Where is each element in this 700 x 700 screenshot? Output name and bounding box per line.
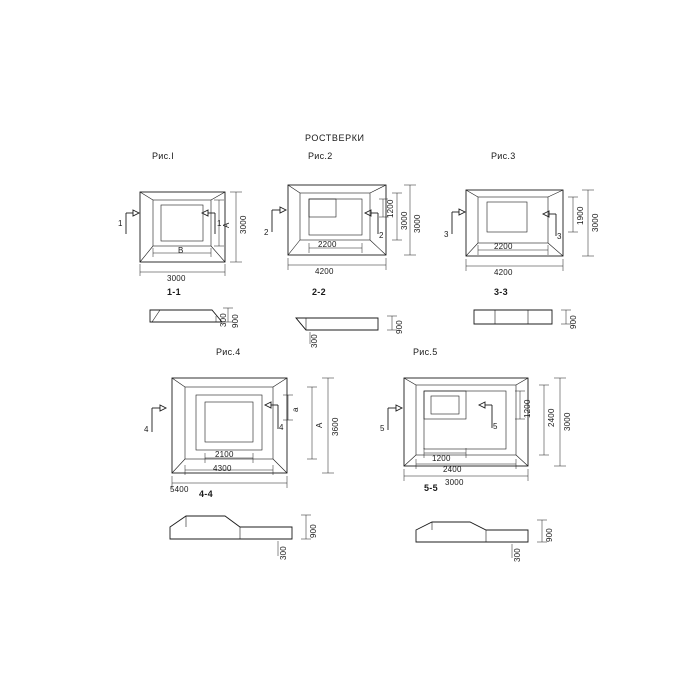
fig2-label: Рис.2 (308, 151, 333, 161)
fig2-mid-height-dim: 3000 (400, 211, 409, 230)
fig5-height-dim: 3000 (563, 412, 572, 431)
fig1-inner-height-dim: A (222, 222, 231, 228)
fig5-inner-height-dim: 1200 (523, 399, 532, 418)
sec5-label: 5-5 (424, 483, 438, 493)
fig4-height-dim: 3600 (331, 417, 340, 436)
fig4-mid-width-dim: 4300 (213, 464, 232, 473)
fig1-mark-1-left: 1 (118, 219, 123, 228)
fig5-mid-width-dim: 2400 (443, 465, 462, 474)
fig5-mark-5-left: 5 (380, 424, 385, 433)
fig4-plan (152, 378, 334, 488)
sec5-step-dim: 300 (513, 548, 522, 562)
fig3-inner-width-dim: 2200 (494, 242, 513, 251)
fig2-inner-width-dim: 2200 (318, 240, 337, 249)
sec1-step-dim: 300 (219, 313, 228, 327)
fig3-inner-height-dim: 1900 (576, 206, 585, 225)
sec4-step-dim: 300 (279, 546, 288, 560)
fig4-inner-width-dim: 2100 (215, 450, 234, 459)
fig2-inner-height-dim: 1200 (386, 199, 395, 218)
fig5-inner-width-dim: 1200 (432, 454, 451, 463)
fig2-mark-2-left: 2 (264, 228, 269, 237)
fig5-width-dim: 3000 (445, 478, 464, 487)
fig1-plan (126, 192, 242, 276)
fig4-mark-4-left: 4 (144, 425, 149, 434)
fig2-plan (272, 185, 416, 270)
sheet-title: РОСТВЕРКИ (305, 133, 365, 143)
fig3-label: Рис.3 (491, 151, 516, 161)
fig3-height-dim: 3000 (591, 213, 600, 232)
fig5-plan (388, 378, 566, 481)
sec2-thickness-dim: 900 (395, 320, 404, 334)
fig1-mark-1-right: 1 (217, 219, 222, 228)
fig5-mark-5-right: 5 (493, 422, 498, 431)
sec5-view (416, 520, 547, 558)
fig3-width-dim: 4200 (494, 268, 513, 277)
fig3-mark-3-right: 3 (557, 232, 562, 241)
sec2-step-dim: 300 (310, 334, 319, 348)
fig1-label: Рис.I (152, 151, 175, 161)
fig4-mark-4-right: 4 (279, 423, 284, 432)
fig4-inner-height-b: a (291, 407, 300, 412)
fig1-height-dim: 3000 (239, 215, 248, 234)
sec4-view (170, 515, 311, 556)
fig2-width-dim: 4200 (315, 267, 334, 276)
sec4-label: 4-4 (199, 489, 213, 499)
sec1-label: 1-1 (167, 287, 181, 297)
fig1-width-dim: 3000 (167, 274, 186, 283)
sec3-view (474, 310, 571, 324)
fig4-width-dim: 5400 (170, 485, 189, 494)
sec3-label: 3-3 (494, 287, 508, 297)
fig2-outer-height-dim: 3000 (413, 214, 422, 233)
fig2-mark-2-right: 2 (379, 231, 384, 240)
fig5-mid-height-dim: 2400 (547, 408, 556, 427)
sec4-thickness-dim: 900 (309, 524, 318, 538)
fig1-inner-width-dim: B (178, 246, 184, 255)
fig3-plan (452, 190, 594, 271)
fig3-mark-3-left: 3 (444, 230, 449, 239)
fig4-inner-height-a: A (315, 422, 324, 428)
sec3-thickness-dim: 900 (569, 315, 578, 329)
sec5-thickness-dim: 900 (545, 528, 554, 542)
sec1-thickness-dim: 900 (231, 314, 240, 328)
fig5-label: Рис.5 (413, 347, 438, 357)
fig4-label: Рис.4 (216, 347, 241, 357)
sec2-label: 2-2 (312, 287, 326, 297)
